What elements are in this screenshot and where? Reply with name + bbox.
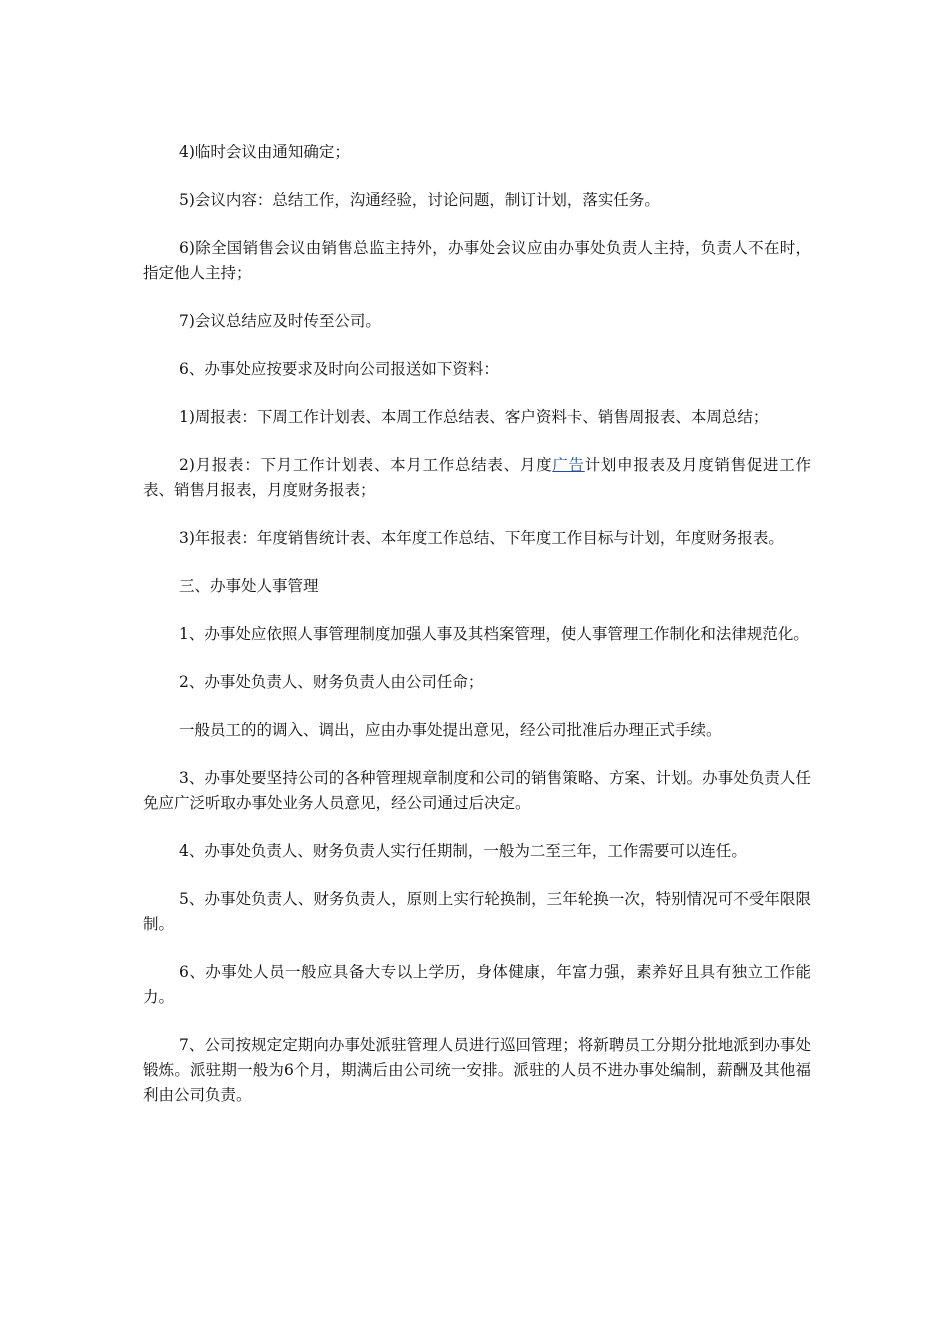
paragraph: 4、办事处负责人、财务负责人实行任期制，一般为二至三年，工作需要可以连任。: [179, 842, 747, 860]
paragraph-with-link: [143, 453, 811, 503]
advertising-link[interactable]: 广告: [552, 456, 585, 474]
paragraph: 3、办事处要坚持公司的各种管理规章制度和公司的销售策略、方案、计划。办事处负责人任免应广泛听取办事处业务人员意见，经公司通过后决定。: [143, 769, 811, 812]
paragraph: 1)周报表：下周工作计划表、本周工作总结表、客户资料卡、销售周报表、本周总结；: [179, 408, 769, 426]
paragraph-text: 2)月报表：下月工作计划表、本月工作总结表、月度: [179, 456, 553, 474]
paragraph: 5)会议内容：总结工作，沟通经验，讨论问题，制订计划，落实任务。: [179, 191, 660, 209]
paragraph: 7、公司按规定定期向办事处派驻管理人员进行巡回管理；将新聘员工分期分批地派到办事处锻炼。派驻期一般为6个月，期满后由公司统一安排。派驻的人员不进办事处编制，薪酬及其他福利由公司负责。: [143, 1036, 811, 1104]
section-heading: 三、办事处人事管理: [179, 577, 319, 595]
paragraph: 1、办事处应依照人事管理制度加强人事及其档案管理，使人事管理工作制化和法律规范化。: [179, 625, 809, 643]
paragraph-text: 计划申报表及月度销售促进工作表、销售月报表，月度财务报表；: [143, 456, 811, 499]
document-body: [143, 140, 811, 1131]
paragraph: 4)临时会议由通知确定；: [179, 143, 350, 161]
paragraph: 5、办事处负责人、财务负责人，原则上实行轮换制，三年轮换一次，特别情况可不受年限限制。: [143, 890, 811, 933]
paragraph: 3)年报表：年度销售统计表、本年度工作总结、下年度工作目标与计划，年度财务报表。: [179, 529, 784, 547]
paragraph: 2、办事处负责人、财务负责人由公司任命；: [179, 673, 484, 691]
paragraph: 6)除全国销售会议由销售总监主持外，办事处会议应由办事处负责人主持，负责人不在时，指定他人主持；: [143, 239, 811, 282]
paragraph: 一般员工的的调入、调出，应由办事处提出意见，经公司批准后办理正式手续。: [179, 721, 722, 739]
paragraph: 7)会议总结应及时传至公司。: [179, 312, 381, 330]
paragraph: 6、办事处人员一般应具备大专以上学历，身体健康，年富力强，素养好且具有独立工作能力。: [143, 963, 811, 1006]
paragraph: 6、办事处应按要求及时向公司报送如下资料：: [179, 360, 499, 378]
